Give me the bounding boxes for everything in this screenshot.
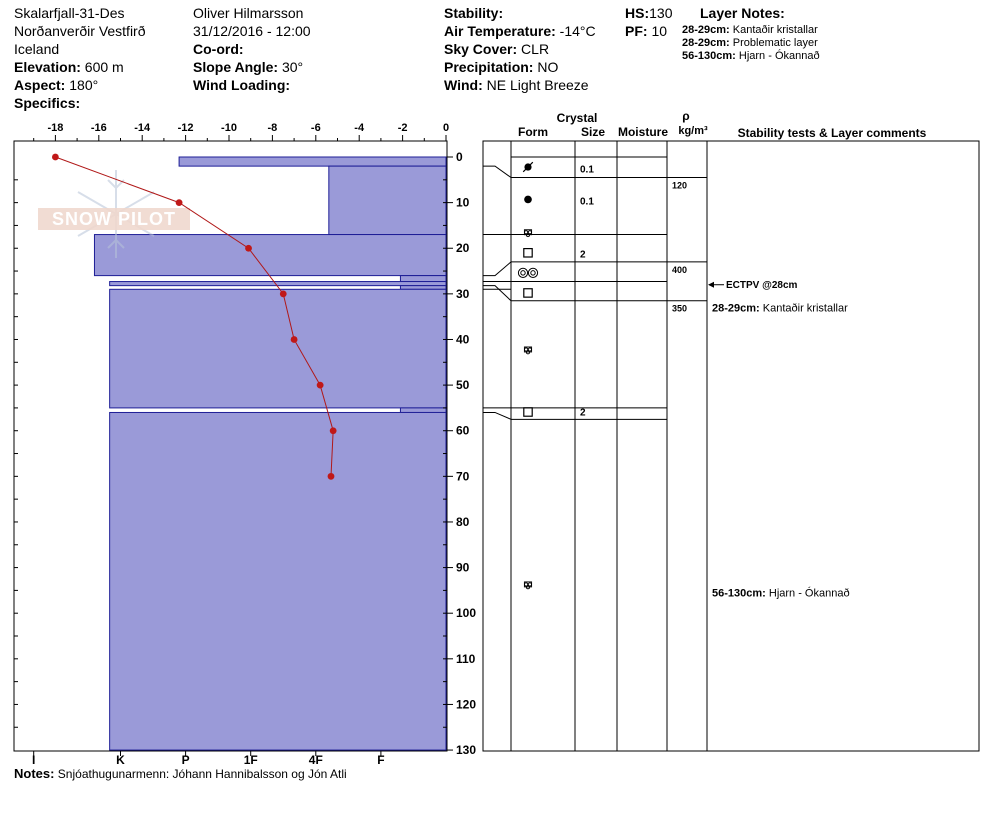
temp-tick-label: -4 xyxy=(354,122,365,134)
depth-tick-label: 40 xyxy=(456,332,470,347)
hardness-tick-label: I xyxy=(32,753,36,767)
depth-tick-label: 20 xyxy=(456,241,470,256)
observation-datetime: 31/12/2016 - 12:00 xyxy=(193,23,311,39)
temp-tick-label: -2 xyxy=(397,122,408,134)
temperature-point xyxy=(52,154,59,161)
temperature-point xyxy=(328,473,335,480)
layer-note-3-text: Hjarn - Ókannað xyxy=(738,50,820,62)
hardness-layer-6 xyxy=(400,286,446,290)
layer-note-1-text: Kantaðir kristallar xyxy=(732,24,818,36)
sky-label: Sky Cover: xyxy=(444,41,518,57)
wind-value: NE Light Breeze xyxy=(486,77,589,93)
coord-label: Co-ord: xyxy=(193,41,244,57)
depth-tick-label: 80 xyxy=(456,514,470,529)
country-name: Iceland xyxy=(14,41,60,57)
layer-connector xyxy=(483,412,511,419)
logo-text: SNOW PILOT xyxy=(52,209,176,229)
elevation-label: Elevation: xyxy=(14,59,81,75)
aspect-value: 180° xyxy=(69,77,99,93)
density-unit: kg/m³ xyxy=(678,125,708,137)
observer-name: Oliver Hilmarsson xyxy=(193,5,304,21)
density-header: ρ xyxy=(682,109,690,123)
temp-tick-label: -8 xyxy=(267,122,278,134)
crystal-header: Crystal xyxy=(556,111,598,125)
temp-tick-label: -6 xyxy=(310,122,321,134)
footer-notes xyxy=(14,766,347,781)
layer-notes-title: Layer Notes: xyxy=(700,5,785,21)
region-name: Norðanverðir Vestfirð xyxy=(14,23,146,39)
hardness-tick-label: F xyxy=(377,753,385,767)
hardness-tick-label: 1F xyxy=(243,753,258,767)
form-header: Form xyxy=(518,125,548,139)
layer-connector xyxy=(483,166,511,177)
wind-loading-label: Wind Loading: xyxy=(193,77,291,93)
faceted-rounded-icon xyxy=(524,230,531,237)
layer-comment-text: Hjarn - Ókannað xyxy=(768,587,850,600)
notes-text: Snjóathugunarmenn: Jóhann Hannibalsson og Jón Atli xyxy=(57,767,347,781)
profile-table xyxy=(483,141,979,751)
crystal-size: 0.1 xyxy=(580,164,594,176)
crystal-size: 2 xyxy=(580,249,586,261)
depth-tick-label: 60 xyxy=(456,423,470,438)
stability-arrow-head xyxy=(708,282,714,288)
hs-label: HS: xyxy=(625,5,650,21)
layer-note-2-text: Problematic layer xyxy=(732,37,818,49)
temp-tick-label: -16 xyxy=(90,122,107,134)
hardness-tick-label: P xyxy=(181,753,190,767)
layer-comment-range: 56-130cm: xyxy=(712,587,769,600)
hardness-layer-7 xyxy=(110,289,446,408)
faceted-icon xyxy=(524,289,532,297)
hardness-tick-label: 4F xyxy=(308,753,323,767)
depth-tick-label: 0 xyxy=(456,150,463,164)
slope-value: 30° xyxy=(281,59,304,75)
precip-label: Precipitation: xyxy=(444,59,534,75)
air-temp-value: -14°C xyxy=(559,23,596,39)
temperature-point xyxy=(291,336,298,343)
elevation-value: 600 m xyxy=(84,59,124,75)
temperature-point xyxy=(330,427,337,434)
rounded-icon xyxy=(524,196,532,204)
density-value: 350 xyxy=(672,303,688,314)
layer-note-3-range: 56-130cm: xyxy=(682,50,736,62)
hardness-layer-9 xyxy=(110,412,446,750)
precip-value: NO xyxy=(537,59,559,75)
temp-tick-label: -18 xyxy=(47,122,64,134)
density-value: 120 xyxy=(672,180,688,191)
temperature-point xyxy=(317,382,324,389)
depth-tick-label: 110 xyxy=(456,651,476,666)
crystal-size: 0.1 xyxy=(580,196,594,208)
layer-comment-range: 28-29cm: xyxy=(712,302,763,315)
comments-header: Stability tests & Layer comments xyxy=(737,126,927,140)
depth-tick-label: 10 xyxy=(456,195,470,210)
temp-tick-label: -14 xyxy=(134,122,151,134)
temp-tick-label: -10 xyxy=(221,122,237,134)
pf-label: PF: xyxy=(625,23,648,39)
specifics-label: Specifics: xyxy=(14,95,81,111)
layer-note-2-range: 28-29cm: xyxy=(682,37,730,49)
hardness-layers xyxy=(94,157,446,750)
layer-note-1-range: 28-29cm: xyxy=(682,24,730,36)
crystal-size: 2 xyxy=(580,407,586,419)
faceted-rounded-icon xyxy=(524,347,531,354)
hardness-layer-4 xyxy=(400,276,446,282)
hs-value: 130 xyxy=(649,5,673,21)
profile-table-header xyxy=(518,109,927,140)
stability-test-label: ECTPV @28cm xyxy=(726,280,798,292)
hardness-layer-5 xyxy=(110,282,446,286)
faceted-icon xyxy=(524,249,532,257)
pf-value: 10 xyxy=(651,23,668,39)
hardness-layer-8 xyxy=(400,408,446,413)
depth-tick-label: 30 xyxy=(456,286,470,301)
location-name: Skalarfjall-31-Des xyxy=(14,5,125,21)
stability-label: Stability: xyxy=(444,5,504,21)
aspect-label: Aspect: xyxy=(14,77,66,93)
density-value: 400 xyxy=(672,264,688,275)
sky-value: CLR xyxy=(521,41,550,57)
layer-connector xyxy=(483,286,511,301)
slope-label: Slope Angle: xyxy=(193,59,279,75)
hardness-axis xyxy=(32,751,385,767)
temp-tick-label: 0 xyxy=(442,122,450,134)
size-header: Size xyxy=(580,125,606,139)
hardness-layer-2 xyxy=(329,166,446,234)
hardness-layer-1 xyxy=(179,157,446,166)
temperature-axis xyxy=(34,122,449,141)
temp-tick-label: -12 xyxy=(177,122,194,134)
wind-label: Wind: xyxy=(444,77,483,93)
moisture-header: Moisture xyxy=(617,125,669,139)
temperature-point xyxy=(280,290,287,297)
depth-tick-label: 50 xyxy=(456,378,470,393)
depth-tick-label: 100 xyxy=(456,606,477,621)
layer-comment xyxy=(712,303,848,315)
faceted-rounded-icon xyxy=(524,582,531,589)
depth-tick-label: 70 xyxy=(456,469,470,484)
melt-freeze-icon xyxy=(518,268,537,277)
table-border xyxy=(483,141,979,751)
faceted-icon xyxy=(524,408,532,416)
air-temp-label: Air Temperature: xyxy=(444,23,556,39)
notes-label: Notes: xyxy=(14,766,55,781)
hardness-layer-3 xyxy=(94,235,446,276)
temperature-point xyxy=(176,199,183,206)
layer-connector xyxy=(483,262,511,276)
decomposing-icon xyxy=(523,162,533,172)
depth-tick-label: 120 xyxy=(456,697,477,712)
temperature-point xyxy=(245,245,252,252)
depth-tick-label: 130 xyxy=(456,743,477,758)
layer-comment xyxy=(712,587,850,600)
layer-comment-text: Kantaðir kristallar xyxy=(762,302,848,315)
hardness-tick-label: K xyxy=(116,753,125,767)
depth-tick-label: 90 xyxy=(456,560,470,575)
